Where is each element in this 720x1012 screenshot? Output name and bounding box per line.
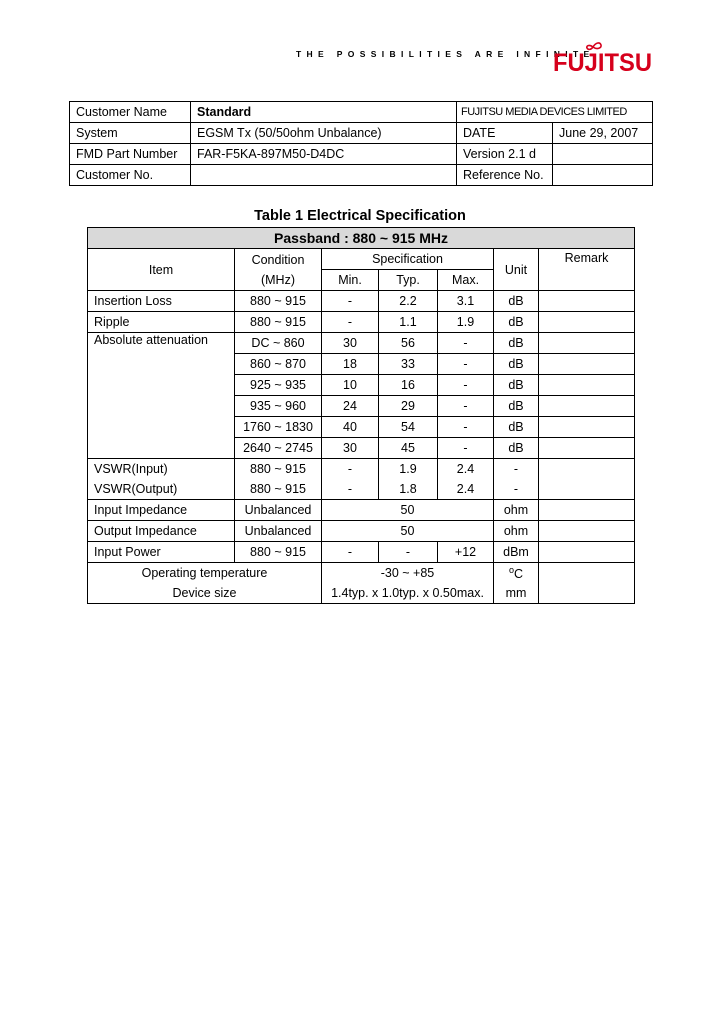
celsius-unit: C bbox=[513, 567, 524, 582]
spec-row-typ: 16 bbox=[379, 375, 438, 396]
spec-row-remark bbox=[539, 312, 635, 333]
input-impedance-item: Input Impedance bbox=[88, 500, 235, 521]
spec-row-unit: dB bbox=[494, 291, 539, 312]
spec-row-unit: - bbox=[494, 459, 539, 480]
spec-row-typ: 1.1 bbox=[379, 312, 438, 333]
input-power-min: - bbox=[322, 542, 379, 563]
electrical-spec-table bbox=[87, 227, 635, 604]
spec-row-cond: 880 ~ 915 bbox=[235, 459, 322, 480]
spec-row-max: - bbox=[438, 354, 494, 375]
input-power-max: +12 bbox=[438, 542, 494, 563]
col-max-header: Max. bbox=[438, 270, 494, 291]
spec-row-cond: 1760 ~ 1830 bbox=[235, 417, 322, 438]
reference-no-label: Reference No. bbox=[457, 165, 553, 186]
spec-row-unit: dB bbox=[494, 438, 539, 459]
col-typ-header: Typ. bbox=[379, 270, 438, 291]
operating-temp-unit bbox=[494, 563, 539, 584]
spec-row-unit: dB bbox=[494, 312, 539, 333]
spec-row-typ: 45 bbox=[379, 438, 438, 459]
spec-row-remark bbox=[539, 333, 635, 354]
spec-row-max: 1.9 bbox=[438, 312, 494, 333]
spec-row-typ: 1.9 bbox=[379, 459, 438, 480]
spec-row-cond: 2640 ~ 2745 bbox=[235, 438, 322, 459]
env-remark bbox=[539, 563, 635, 604]
system-label: System bbox=[70, 123, 191, 144]
fujitsu-logo bbox=[553, 41, 653, 75]
spec-row-unit: dB bbox=[494, 375, 539, 396]
input-impedance-row bbox=[88, 500, 635, 521]
col-min-header: Min. bbox=[322, 270, 379, 291]
spec-row bbox=[88, 333, 635, 354]
header-row-system bbox=[70, 123, 653, 144]
spec-row-item: Ripple bbox=[88, 312, 235, 333]
header-row-part bbox=[70, 144, 653, 165]
spec-row-remark bbox=[539, 438, 635, 459]
spec-row-item: VSWR(Output) bbox=[88, 479, 235, 500]
company-name: FUJITSU MEDIA DEVICES LIMITED bbox=[457, 102, 653, 123]
output-impedance-remark bbox=[539, 521, 635, 542]
spec-row-typ: 1.8 bbox=[379, 479, 438, 500]
spec-row-cond: 880 ~ 915 bbox=[235, 479, 322, 500]
spec-row-min: - bbox=[322, 479, 379, 500]
spec-rows bbox=[88, 291, 635, 500]
input-impedance-cond: Unbalanced bbox=[235, 500, 322, 521]
output-impedance-value: 50 bbox=[322, 521, 494, 542]
spec-row-item: Absolute attenuation bbox=[88, 333, 235, 459]
operating-temp-row bbox=[88, 563, 635, 584]
spec-row bbox=[88, 479, 635, 500]
spec-row-typ: 2.2 bbox=[379, 291, 438, 312]
spec-row-max: - bbox=[438, 417, 494, 438]
header-row-customer-no bbox=[70, 165, 653, 186]
customer-name-value: Standard bbox=[191, 102, 457, 123]
logo-text: FUJITSU bbox=[553, 49, 652, 75]
spec-row-remark bbox=[539, 396, 635, 417]
spec-row-unit: dB bbox=[494, 333, 539, 354]
device-size-label: Device size bbox=[88, 583, 322, 604]
date-label: DATE bbox=[457, 123, 553, 144]
output-impedance-cond: Unbalanced bbox=[235, 521, 322, 542]
customer-no-label: Customer No. bbox=[70, 165, 191, 186]
spec-row-cond: 925 ~ 935 bbox=[235, 375, 322, 396]
spec-row-min: 30 bbox=[322, 438, 379, 459]
spec-row-min: - bbox=[322, 459, 379, 480]
spec-row-typ: 56 bbox=[379, 333, 438, 354]
device-size-unit: mm bbox=[494, 583, 539, 604]
input-power-remark bbox=[539, 542, 635, 563]
spec-row-max: - bbox=[438, 375, 494, 396]
spec-row-min: 24 bbox=[322, 396, 379, 417]
input-power-typ: - bbox=[379, 542, 438, 563]
spec-row-cond: DC ~ 860 bbox=[235, 333, 322, 354]
input-power-unit: dBm bbox=[494, 542, 539, 563]
input-power-row bbox=[88, 542, 635, 563]
spec-row-typ: 33 bbox=[379, 354, 438, 375]
spec-row-remark bbox=[539, 375, 635, 396]
system-value: EGSM Tx (50/50ohm Unbalance) bbox=[191, 123, 457, 144]
spec-row-min: 40 bbox=[322, 417, 379, 438]
column-header-row-1 bbox=[88, 249, 635, 270]
passband-heading: Passband : 880 ~ 915 MHz bbox=[88, 228, 635, 249]
spec-row-cond: 935 ~ 960 bbox=[235, 396, 322, 417]
spec-row-max: 3.1 bbox=[438, 291, 494, 312]
spec-row-unit: dB bbox=[494, 354, 539, 375]
output-impedance-item: Output Impedance bbox=[88, 521, 235, 542]
spec-row-min: 30 bbox=[322, 333, 379, 354]
spec-row-min: - bbox=[322, 312, 379, 333]
device-size-value: 1.4typ. x 1.0typ. x 0.50max. bbox=[322, 583, 494, 604]
condition-unit: (MHz) bbox=[260, 272, 295, 287]
part-number-label: FMD Part Number bbox=[70, 144, 191, 165]
part-number-value: FAR-F5KA-897M50-D4DC bbox=[191, 144, 457, 165]
spec-row-cond: 880 ~ 915 bbox=[235, 312, 322, 333]
fujitsu-logo-graphic bbox=[553, 41, 653, 75]
spec-row-min: - bbox=[322, 291, 379, 312]
spec-row-max: - bbox=[438, 396, 494, 417]
spec-row-item: VSWR(Input) bbox=[88, 459, 235, 480]
spec-row-min: 10 bbox=[322, 375, 379, 396]
version-value bbox=[553, 144, 653, 165]
spec-row-cond: 880 ~ 915 bbox=[235, 291, 322, 312]
spec-row-unit: dB bbox=[494, 417, 539, 438]
spec-row-max: 2.4 bbox=[438, 459, 494, 480]
spec-row-typ: 54 bbox=[379, 417, 438, 438]
spec-row-remark bbox=[539, 291, 635, 312]
input-power-cond: 880 ~ 915 bbox=[235, 542, 322, 563]
customer-name-label: Customer Name bbox=[70, 102, 191, 123]
degree-symbol: o bbox=[508, 564, 514, 575]
col-spec-header: Specification bbox=[322, 249, 494, 270]
operating-temp-label: Operating temperature bbox=[88, 563, 322, 584]
input-impedance-unit: ohm bbox=[494, 500, 539, 521]
spec-row-unit: dB bbox=[494, 396, 539, 417]
spec-row-remark bbox=[539, 417, 635, 438]
customer-no-value bbox=[191, 165, 457, 186]
condition-label: Condition bbox=[251, 252, 305, 267]
col-item-header: Item bbox=[88, 249, 235, 291]
spec-row-unit: - bbox=[494, 479, 539, 500]
input-power-item: Input Power bbox=[88, 542, 235, 563]
brand-tagline: THE POSSIBILITIES ARE INFINITE bbox=[296, 49, 595, 59]
col-remark-header: Remark bbox=[539, 249, 635, 291]
table-title: Table 1 Electrical Specification bbox=[254, 208, 466, 224]
col-condition-header bbox=[235, 249, 322, 291]
input-impedance-remark bbox=[539, 500, 635, 521]
spec-row-cond: 860 ~ 870 bbox=[235, 354, 322, 375]
passband-row bbox=[88, 228, 635, 249]
spec-row-remark bbox=[539, 354, 635, 375]
spec-row bbox=[88, 291, 635, 312]
operating-temp-value: -30 ~ +85 bbox=[322, 563, 494, 584]
spec-row-max: 2.4 bbox=[438, 479, 494, 500]
spec-row-typ: 29 bbox=[379, 396, 438, 417]
header-row-customer bbox=[70, 102, 653, 123]
spec-row-remark bbox=[539, 479, 635, 500]
output-impedance-unit: ohm bbox=[494, 521, 539, 542]
spec-row bbox=[88, 459, 635, 480]
spec-row-remark bbox=[539, 459, 635, 480]
spec-row bbox=[88, 312, 635, 333]
reference-no-value bbox=[553, 165, 653, 186]
spec-row-max: - bbox=[438, 438, 494, 459]
spec-row-max: - bbox=[438, 333, 494, 354]
document-header-table bbox=[69, 101, 653, 186]
version-label: Version 2.1 d bbox=[457, 144, 553, 165]
output-impedance-row bbox=[88, 521, 635, 542]
input-impedance-value: 50 bbox=[322, 500, 494, 521]
spec-row-min: 18 bbox=[322, 354, 379, 375]
col-unit-header: Unit bbox=[494, 249, 539, 291]
date-value: June 29, 2007 bbox=[553, 123, 653, 144]
spec-row-item: Insertion Loss bbox=[88, 291, 235, 312]
